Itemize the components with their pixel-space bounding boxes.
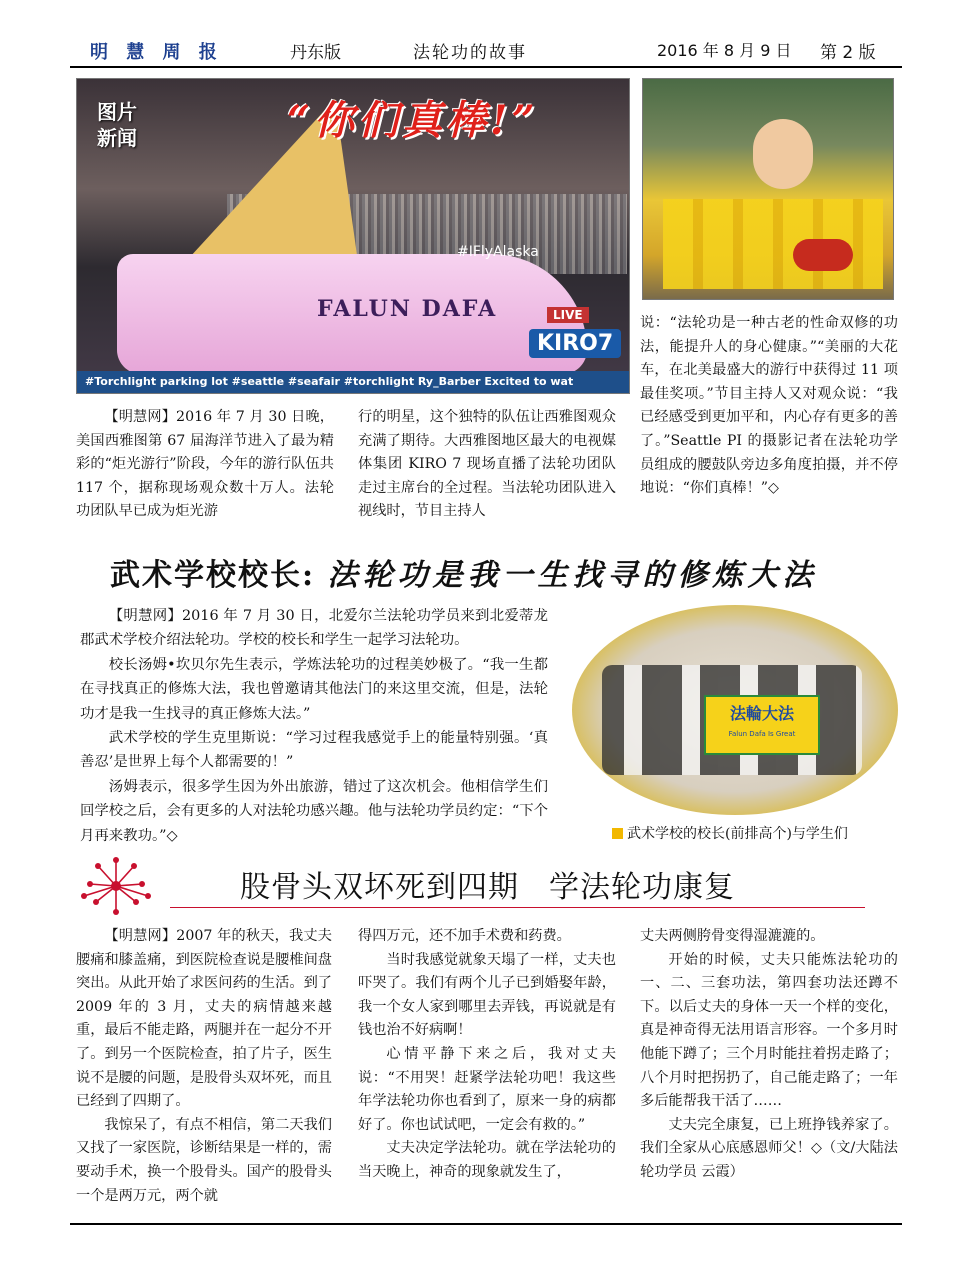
martial-arts-school-photo [572, 605, 898, 815]
article3-paragraph: 心情平静下来之后，我对丈夫说：“不用哭！赶紧学法轮功吧！我这些年学法轮功你也看到了，原来一身的病都好了。你也试试吧，一定会有救的。” [358, 1045, 616, 1133]
float-hashtag: #IFlyAlaska [457, 244, 539, 260]
banner-text: 法輪大法 [729, 704, 794, 723]
falun-dafa-banner [704, 695, 820, 755]
article3-paragraph: 开始的时候，丈夫只能炼法轮功的一、二、三套功法，第四套功法还蹲不下。以后丈夫的身体一天一个样的变化，真是神奇得无法用语言形容。一个多月时他能下蹲了；三个月时能拄着拐走路了；八个月时把拐扔了，自己能走路了；一年多后能帮我干活了…… [640, 951, 898, 1110]
article2-body [80, 604, 548, 848]
article3-title-part-a: 股骨头双坏死到四期 [240, 870, 519, 905]
article2-paragraph: 【明慧网】2016 年 7 月 30 日，北爱尔兰法轮功学员来到北爱蒂龙郡武术学校介绍法轮功。学校的校长和学生一起学习法轮功。 [80, 608, 548, 649]
live-badge: LIVE [547, 307, 589, 323]
float-text: FALUN DAFA [317, 296, 498, 322]
article3-col-1 [76, 925, 332, 1208]
article3-title [240, 862, 735, 906]
article3-paragraph: 丈夫决定学法轮功。就在学法轮功的当天晚上，神奇的现象就发生了， [358, 1140, 616, 1180]
article3-title-rule [170, 907, 865, 908]
photo-news-col-2: 行的明星，这个独特的队伍让西雅图观众充满了期待。大西雅图地区最大的电视媒体集团 KIRO 7 现场直播了法轮功团队走过主席台的全过程。当法轮功团队进入视线时，节目主持人 [358, 409, 616, 520]
article2-title [110, 550, 818, 594]
quote-title: “你们真棒!” [287, 97, 539, 144]
issue-date: 2016 年 8 月 9 日 [657, 41, 792, 60]
article2-paragraph: 武术学校的学生克里斯说：“学习过程我感觉手上的能量特别强。‘真善忍’是世界上每个人都需要的！” [80, 730, 548, 771]
red-drum [793, 239, 853, 271]
article3-paragraph: 得四万元，还不加手术费和药费。 [358, 928, 571, 944]
newspaper-brand: 明 慧 周 报 [90, 42, 223, 63]
photo-news-col-3: 说：“法轮功是一种古老的性命双修的功法，能提升人的身心健康。”“美丽的大花车，在北美最盛大的游行中获得过 11 项最佳奖项。”节目主持人又对观众说：“我已经感受到更加平和，内心存有更多的善了。”Seattle PI 的摄影记者在法轮功学员组成的腰鼓队旁边多角度拍摄，并不停地说：“你们真棒！”◇ [640, 315, 898, 497]
performer-face [753, 119, 813, 189]
article2-paragraph: 校长汤姆•坎贝尔先生表示，学炼法轮功的过程美妙极了。“我一生都在寻找真正的修炼大法，我也曾邀请其他法门的来这里交流，但是，法轮功才是我一生找寻的真正修炼大法。” [80, 656, 548, 722]
article3-col-3 [640, 925, 898, 1185]
article3-paragraph: 【明慧网】2007 年的秋天，我丈夫腰痛和膝盖痛，到医院检查说是腰椎间盘突出。从此开始了求医问药的生活。到了 2009 年的 3 月，丈夫的病情越来越重，最后不能走路，两腿并在一起分不开了。到另一个医院检查，拍了片子，医生说不是腰的问题，是股骨头双坏死，而且已经到了四期了。 [76, 928, 332, 1110]
float-boat [117, 254, 587, 374]
caption-square-icon [612, 828, 623, 839]
photo-caption [612, 823, 848, 843]
article3-paragraph: 丈夫完全康复，已上班挣钱养家了。我们全家从心底感恩师父！◇（文/大陆法轮功学员 云霞） [640, 1116, 898, 1180]
drum-team-photo [642, 78, 894, 300]
article3-paragraph: 当时我感觉就象天塌了一样，丈夫也吓哭了。我们有两个儿子已到婚娶年龄，我一个女人家到哪里去弄钱，再说就是有钱也治不好病啊！ [358, 951, 616, 1039]
article2-paragraph: 汤姆表示，很多学生因为外出旅游，错过了这次机会。他相信学生们回学校之后，会有更多的人对法轮功感兴趣。他与法轮功学员约定：“下个月再来教功。”◇ [80, 778, 548, 844]
footer-rule [70, 1223, 902, 1225]
page-number: 第 2 版 [820, 43, 876, 63]
flower-ornament-icon [76, 856, 156, 916]
tv-logo: KIRO7 [529, 329, 621, 358]
article3-title-part-b: 学法轮功康复 [549, 870, 735, 905]
section-label: 法轮功的故事 [413, 43, 527, 63]
article3-col-2 [358, 925, 616, 1185]
article3-paragraph: 我惊呆了，有点不相信，第二天我们又找了一家医院，诊断结果是一样的，需要动手术，换一个股骨头。国产的股骨头一个是两万元，两个就 [76, 1116, 332, 1204]
news-ticker: #Torchlight parking lot #seattle #seafair #torchlight Ry_Barber Excited to wat [77, 371, 630, 393]
header-rule [70, 66, 902, 68]
photo-news-badge [97, 99, 137, 151]
banner-subtext: Falun Dafa Is Great [728, 730, 796, 738]
photo-news-col-1: 【明慧网】2016 年 7 月 30 日晚，美国西雅图第 67 届海洋节进入了最为精彩的“炬光游行”阶段，今年的游行队伍共 117 个，据称现场观众数十万人。法轮功团队早已成为炬光游 [76, 409, 334, 520]
parade-float-photo [76, 78, 630, 394]
badge-line-2: 新闻 [97, 126, 137, 150]
edition-label: 丹东版 [290, 43, 341, 63]
badge-line-1: 图片 [97, 100, 137, 124]
article2-title-plain: 武术学校校长: [110, 558, 328, 593]
article3-paragraph: 丈夫两侧胯骨变得湿漉漉的。 [640, 928, 825, 944]
yellow-costumes [663, 199, 883, 289]
article2-title-bold: 法轮功是我一生找寻的修炼大法 [327, 558, 818, 593]
caption-text: 武术学校的校长(前排高个)与学生们 [627, 826, 848, 842]
